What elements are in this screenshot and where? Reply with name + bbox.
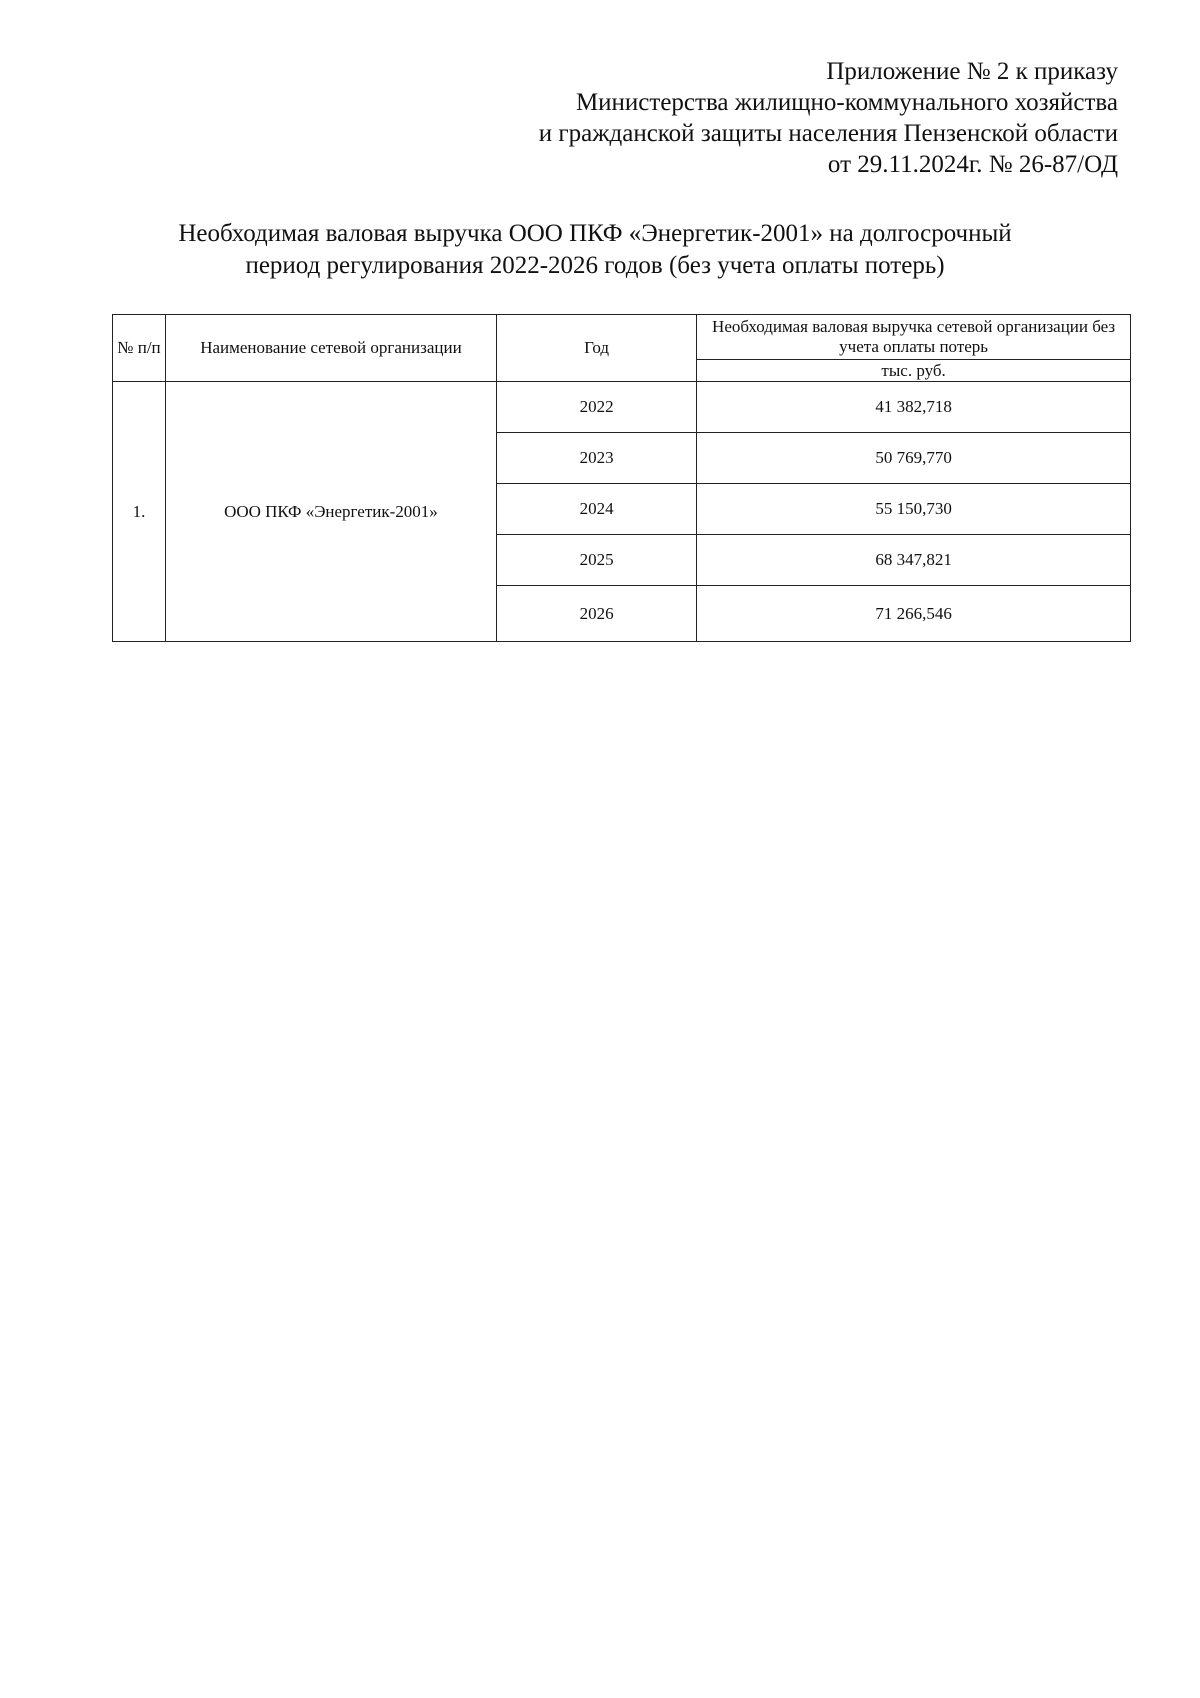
- year-cell: 2024: [496, 484, 696, 535]
- title-line: Необходимая валовая выручка ООО ПКФ «Энергетик-2001» на долгосрочный: [178, 220, 1012, 247]
- header-num: № п/п: [113, 315, 166, 382]
- value-cell: 41 382,718: [697, 382, 1131, 433]
- appendix-line: Министерства жилищно-коммунального хозяйства: [575, 89, 1118, 116]
- header-unit: тыс. руб.: [697, 360, 1131, 382]
- title-line: период регулирования 2022-2026 годов (без учета оплаты потерь): [245, 252, 945, 279]
- appendix-line: Приложение № 2 к приказу: [826, 58, 1118, 85]
- value-cell: 68 347,821: [697, 535, 1131, 586]
- org-name: ООО ПКФ «Энергетик-2001»: [165, 382, 496, 642]
- value-cell: 71 266,546: [697, 586, 1131, 642]
- appendix-line: и гражданской защиты населения Пензенской области: [538, 120, 1118, 147]
- table-row: [113, 382, 1131, 433]
- value-cell: 55 150,730: [697, 484, 1131, 535]
- year-cell: 2026: [496, 586, 696, 642]
- appendix-line: от 29.11.2024г. № 26-87/ОД: [827, 151, 1118, 178]
- year-cell: 2023: [496, 433, 696, 484]
- header-name: Наименование сетевой организации: [165, 315, 496, 382]
- year-cell: 2025: [496, 535, 696, 586]
- org-num: 1.: [113, 382, 166, 642]
- value-cell: 50 769,770: [697, 433, 1131, 484]
- header-year: Год: [496, 315, 696, 382]
- year-cell: 2022: [496, 382, 696, 433]
- document-title: [90, 218, 1100, 282]
- appendix-header: [318, 56, 1118, 180]
- header-value: Необходимая валовая выручка сетевой организации без учета оплаты потерь: [697, 315, 1131, 360]
- revenue-table: [112, 314, 1131, 642]
